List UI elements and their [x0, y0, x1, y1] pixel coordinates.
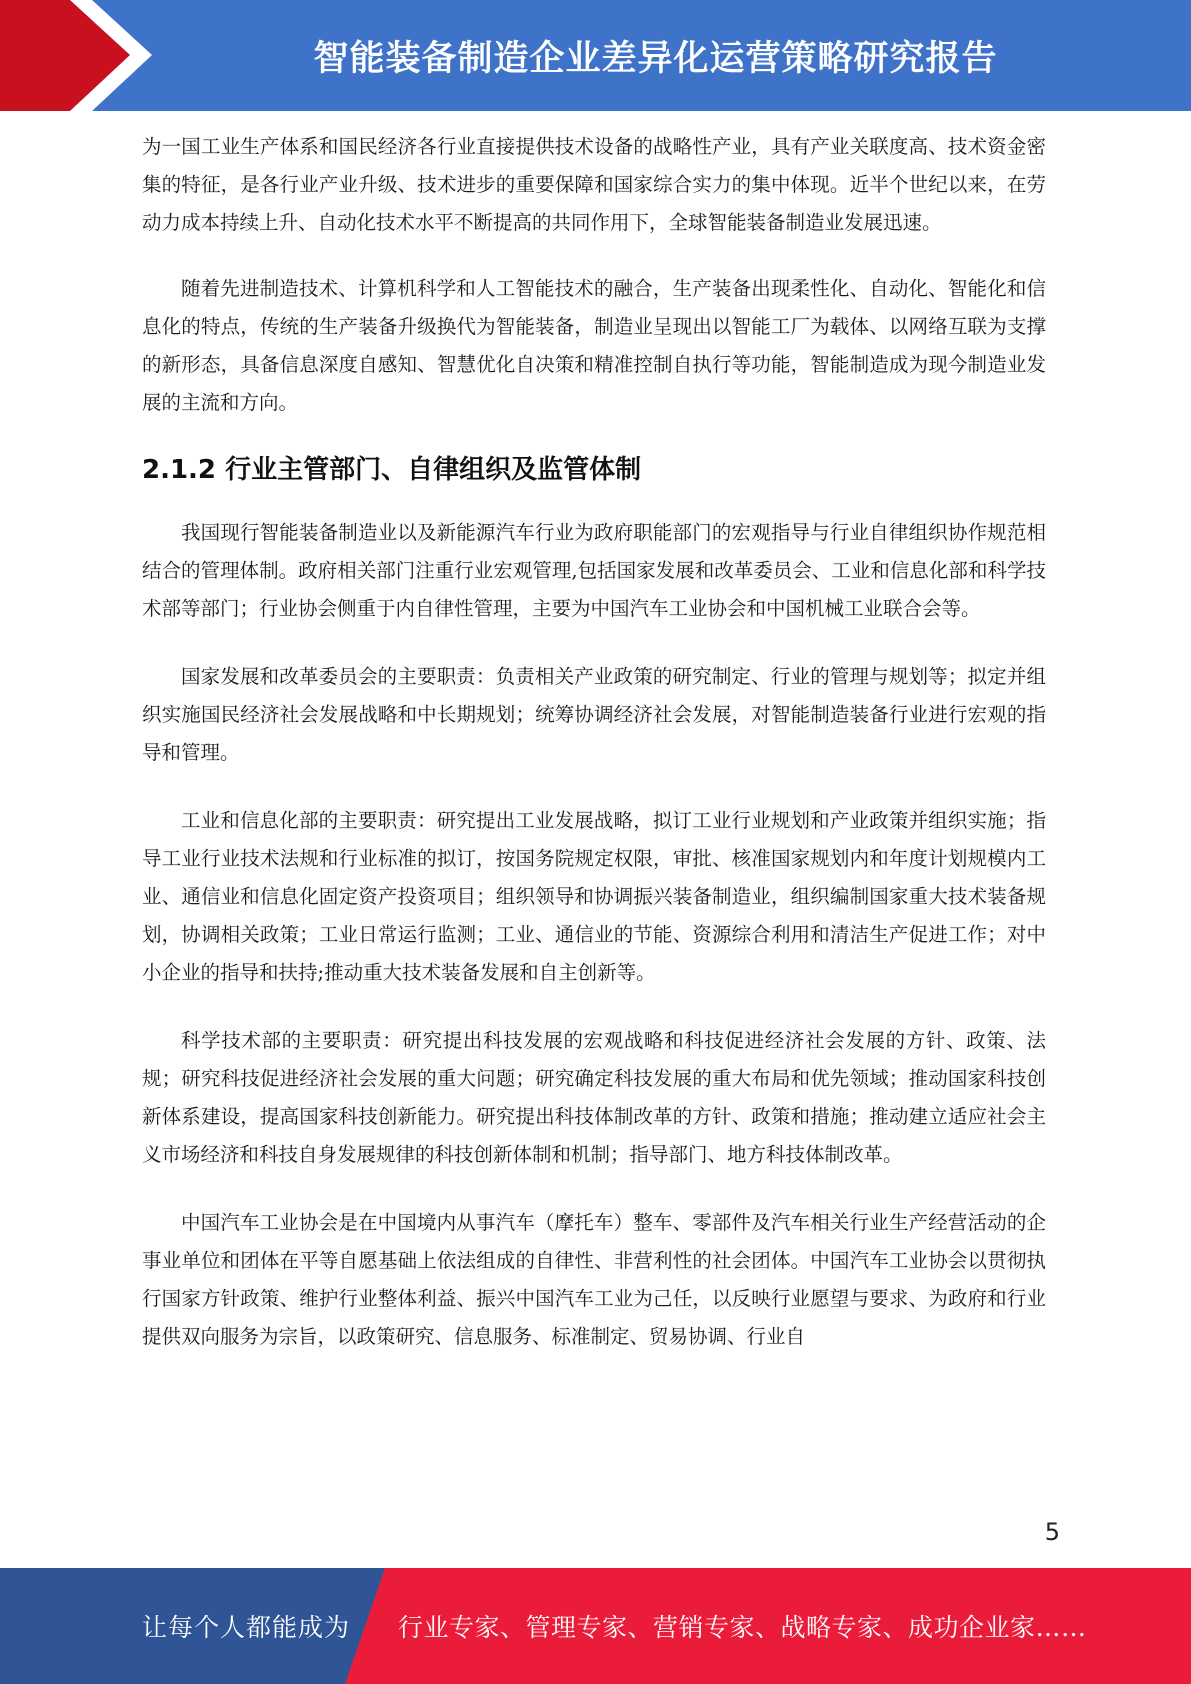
page-number: 5	[1044, 1518, 1060, 1546]
body-paragraph: 中国汽车工业协会是在中国境内从事汽车（摩托车）整车、零部件及汽车相关行业生产经营活动的企事业单位和团体在平等自愿基础上依法组成的自律性、非营利性的社会团体。中国汽车工业协会以贯彻执行国家方针政策、维护行业整体利益、振兴中国汽车工业为己任，以反映行业愿望与要求、为政府和行业提供双向服务为宗旨，以政策研究、信息服务、标准制定、贸易协调、行业自	[142, 1211, 1046, 1348]
body-paragraph: 我国现行智能装备制造业以及新能源汽车行业为政府职能部门的宏观指导与行业自律组织协作规范相结合的管理体制。政府相关部门注重行业宏观管理,包括国家发展和改革委员会、工业和信息化部和科学技术部等部门；行业协会侧重于内自律性管理，主要为中国汽车工业协会和中国机械工业联合会等。	[142, 521, 1046, 620]
main-content	[142, 128, 1046, 1386]
body-paragraph: 工业和信息化部的主要职责：研究提出工业发展战略，拟订工业行业规划和产业政策并组织实施；指导工业行业技术法规和行业标准的拟订，按国务院规定权限，审批、核准国家规划内和年度计划规模内工业、通信业和信息化固定资产投资项目；组织领导和协调振兴装备制造业，组织编制国家重大技术装备规划，协调相关政策；工业日常运行监测；工业、通信业的节能、资源综合利用和清洁生产促进工作；对中小企业的指导和扶持;推动重大技术装备发展和自主创新等。	[142, 809, 1046, 984]
section-heading: 2.1.2 行业主管部门、自律组织及监管体制	[142, 455, 642, 485]
footer-slogan-left: 让每个人都能成为	[142, 1613, 351, 1642]
report-title: 智能装备制造企业差异化运营策略研究报告	[313, 38, 998, 79]
footer-slogan-right: 行业专家、管理专家、营销专家、战略专家、成功企业家……	[398, 1613, 1087, 1642]
page-header	[0, 0, 1191, 111]
body-paragraph: 国家发展和改革委员会的主要职责：负责相关产业政策的研究制定、行业的管理与规划等；拟定并组织实施国民经济社会发展战略和中长期规划；统筹协调经济社会发展，对智能制造装备行业进行宏观的指导和管理。	[142, 665, 1046, 764]
page-footer	[0, 1568, 1191, 1684]
body-paragraph: 为一国工业生产体系和国民经济各行业直接提供技术设备的战略性产业，具有产业关联度高、技术资金密集的特征，是各行业产业升级、技术进步的重要保障和国家综合实力的集中体现。近半个世纪以来，在劳动力成本持续上升、自动化技术水平不断提高的共同作用下，全球智能装备制造业发展迅速。	[142, 135, 1046, 234]
body-paragraph: 科学技术部的主要职责：研究提出科技发展的宏观战略和科技促进经济社会发展的方针、政策、法规；研究科技促进经济社会发展的重大问题；研究确定科技发展的重大布局和优先领域；推动国家科技创新体系建设，提高国家科技创新能力。研究提出科技体制改革的方针、政策和措施；推动建立适应社会主义市场经济和科技自身发展规律的科技创新体制和机制；指导部门、地方科技体制改革。	[142, 1029, 1046, 1166]
body-paragraph: 随着先进制造技术、计算机科学和人工智能技术的融合，生产装备出现柔性化、自动化、智能化和信息化的特点，传统的生产装备升级换代为智能装备，制造业呈现出以智能工厂为载体、以网络互联为支撑的新形态，具备信息深度自感知、智慧优化自决策和精准控制自执行等功能，智能制造成为现今制造业发展的主流和方向。	[142, 277, 1046, 414]
